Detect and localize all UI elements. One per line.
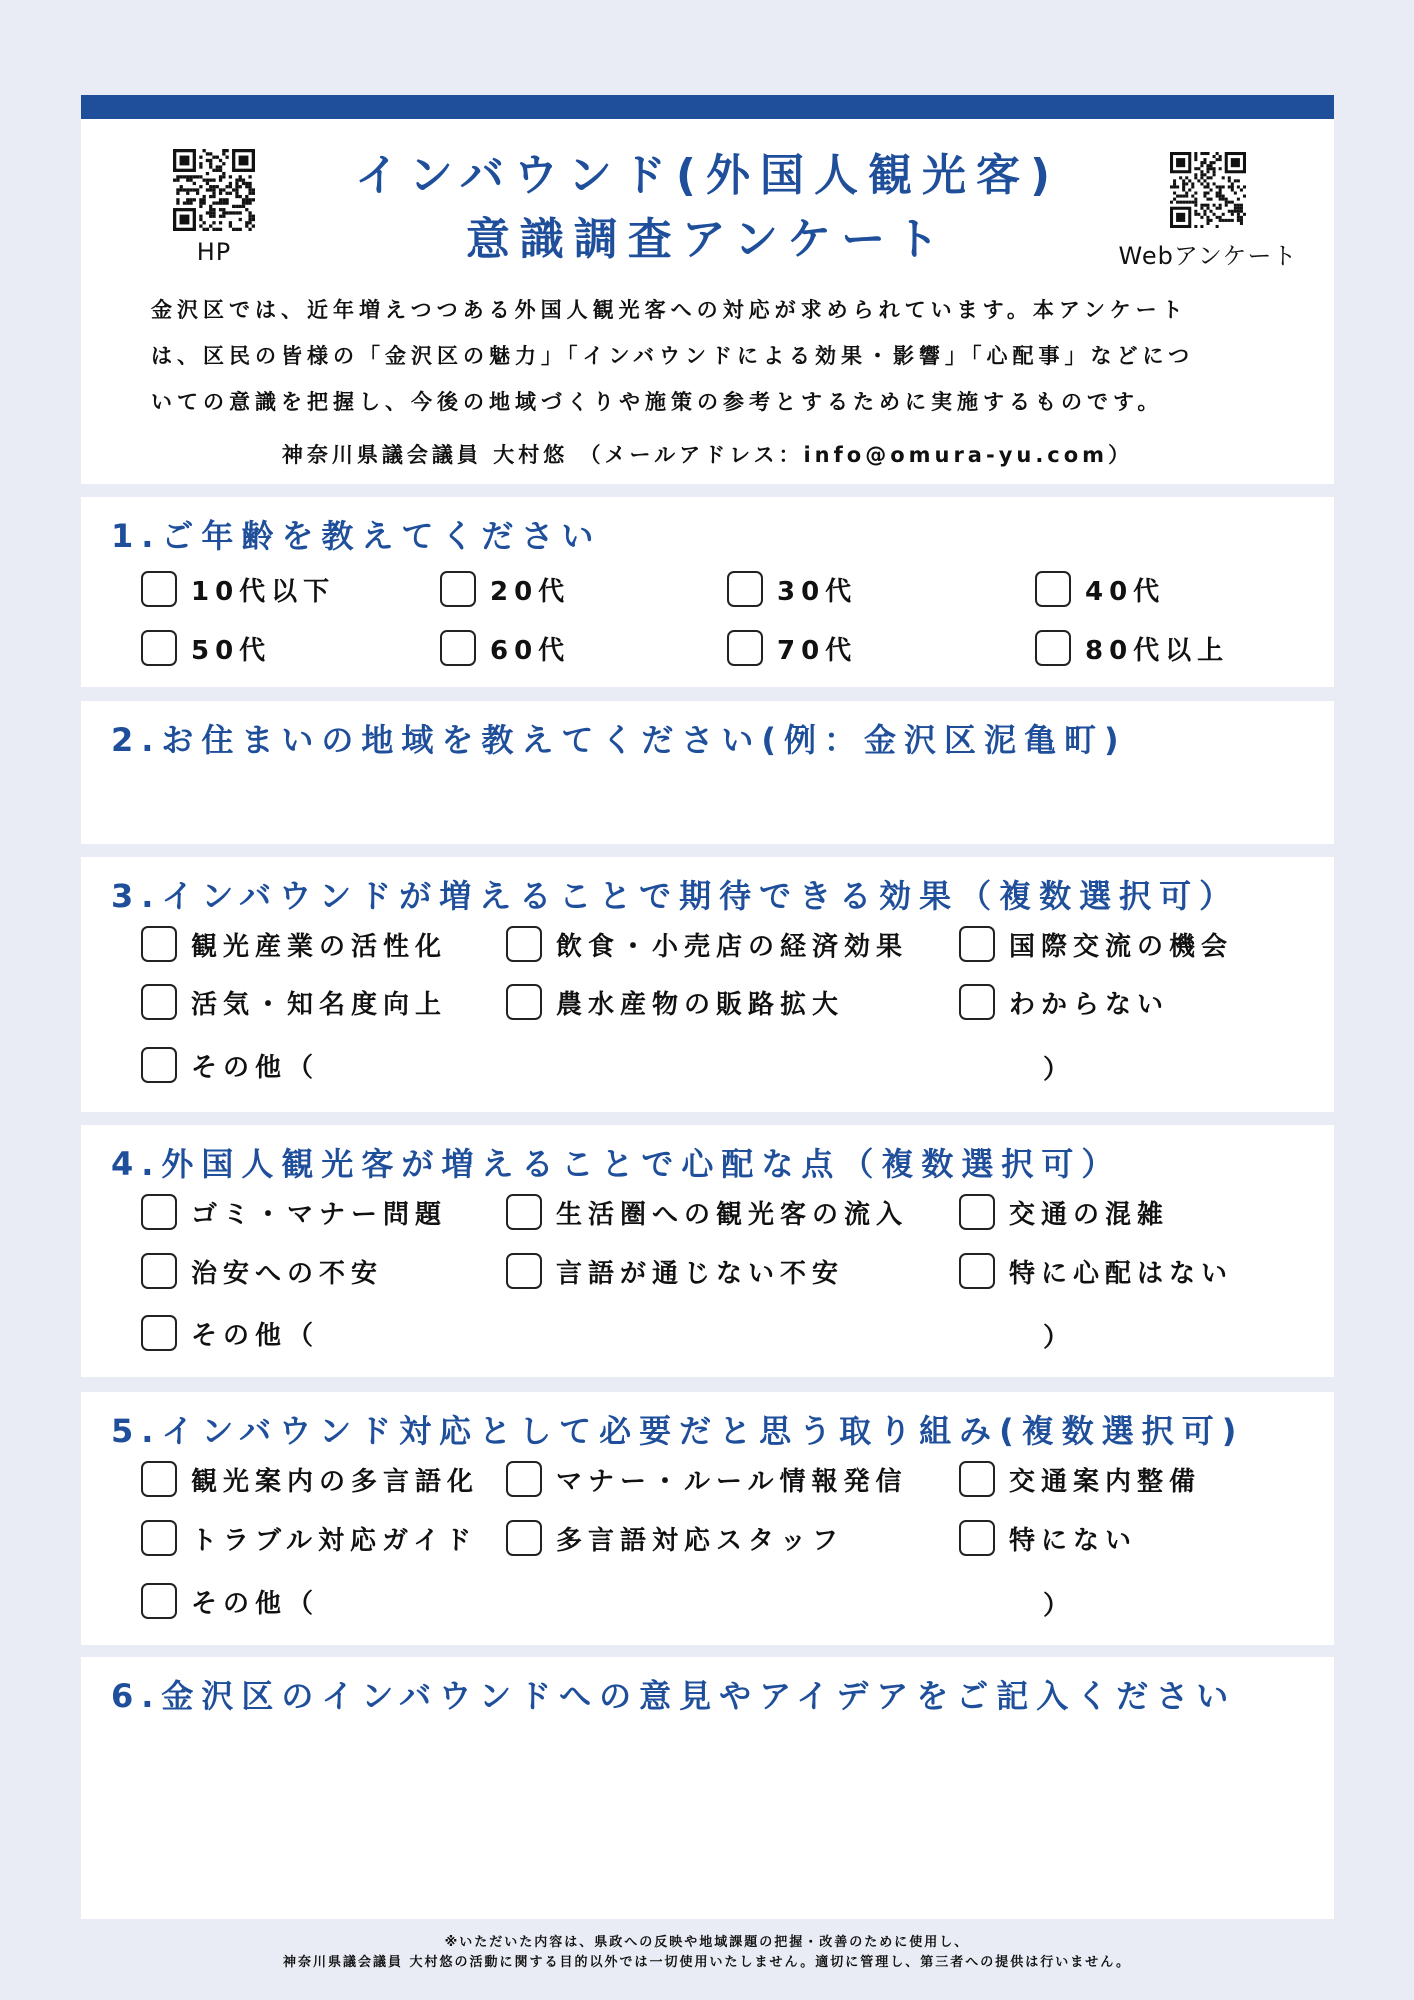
option-label: その他（ — [191, 1588, 320, 1619]
checkbox[interactable] — [1035, 571, 1071, 607]
checkbox[interactable] — [141, 1461, 177, 1497]
option-label: 言語が通じない不安 — [556, 1258, 845, 1289]
q3-option[interactable] — [506, 922, 908, 966]
option-label: ゴミ・マナー問題 — [191, 1199, 448, 1230]
q5-option[interactable] — [959, 1516, 1137, 1560]
option-label: 特に心配はない — [1009, 1258, 1234, 1289]
option-label: 観光案内の多言語化 — [191, 1466, 480, 1497]
q1-option[interactable] — [727, 567, 857, 611]
question-3-title: 3.インバウンドが増えることで期待できる効果（複数選択可） — [111, 877, 1240, 915]
checkbox[interactable] — [959, 984, 995, 1020]
checkbox[interactable] — [440, 571, 476, 607]
checkbox[interactable] — [141, 1253, 177, 1289]
privacy-note-line: 神奈川県議会議員 大村悠の活動に関する目的以外では一切使用いたしません。適切に管理し、第三者への提供は行いません。 — [282, 1955, 1132, 1970]
privacy-note — [0, 1933, 1414, 1973]
q1-option[interactable] — [440, 567, 570, 611]
option-label: 80代以上 — [1085, 635, 1230, 666]
option-label: 治安への不安 — [191, 1258, 384, 1289]
other-close-paren: ） — [1043, 1055, 1070, 1085]
intro-line: は、区民の皆様の「金沢区の魅力」「インバウンドによる効果・影響」「心配事」などにつ — [151, 344, 1195, 368]
q1-option[interactable] — [1035, 567, 1165, 611]
q5-option[interactable] — [506, 1516, 844, 1560]
checkbox[interactable] — [440, 630, 476, 666]
privacy-note-line: ※いただいた内容は、県政への反映や地域課題の把握・改善のために使用し、 — [444, 1935, 970, 1950]
question-1-panel — [81, 497, 1334, 687]
option-label: その他（ — [191, 1320, 320, 1351]
area-answer-field[interactable] — [111, 763, 1301, 833]
option-label: 60代 — [490, 635, 571, 666]
option-label: トラブル対応ガイド — [191, 1525, 478, 1556]
checkbox[interactable] — [959, 1461, 995, 1497]
checkbox[interactable] — [727, 630, 763, 666]
checkbox[interactable] — [959, 1520, 995, 1556]
contact-info: 神奈川県議会議員 大村悠 （メールアドレス：info@omura-yu.com） — [281, 443, 1134, 467]
checkbox[interactable] — [141, 926, 177, 962]
q5-option[interactable] — [141, 1516, 477, 1560]
question-2-title: 2.お住まいの地域を教えてください(例：金沢区泥亀町) — [111, 721, 1127, 759]
q4-option[interactable] — [506, 1249, 844, 1293]
option-label: 特にない — [1009, 1525, 1138, 1556]
q1-option[interactable] — [141, 626, 271, 670]
option-label: わからない — [1009, 989, 1170, 1020]
checkbox[interactable] — [959, 1253, 995, 1289]
intro-line: いての意識を把握し、今後の地域づくりや施策の参考とするために実施するものです。 — [151, 390, 1164, 414]
checkbox[interactable] — [506, 1253, 542, 1289]
checkbox[interactable] — [141, 1520, 177, 1556]
opinion-answer-field[interactable] — [111, 1727, 1301, 1907]
q1-option[interactable] — [1035, 626, 1229, 670]
q5-option[interactable] — [141, 1457, 479, 1501]
option-label: マナー・ルール情報発信 — [556, 1466, 908, 1497]
title-line-2: 意識調査アンケート — [465, 214, 950, 265]
q4-option[interactable] — [141, 1249, 383, 1293]
option-label: 観光産業の活性化 — [191, 931, 448, 962]
option-label: 10代以下 — [191, 576, 336, 607]
checkbox[interactable] — [1035, 630, 1071, 666]
option-label: 30代 — [777, 576, 858, 607]
checkbox[interactable] — [141, 630, 177, 666]
q4-option[interactable] — [959, 1190, 1169, 1234]
q3-option[interactable] — [959, 922, 1233, 966]
checkbox[interactable] — [727, 571, 763, 607]
checkbox[interactable] — [141, 984, 177, 1020]
option-label: 生活圏への観光客の流入 — [556, 1199, 909, 1230]
q1-option[interactable] — [727, 626, 857, 670]
header-accent-bar — [81, 95, 1334, 119]
q5-option[interactable] — [506, 1457, 907, 1501]
q5-option-other[interactable] — [141, 1579, 319, 1623]
q3-option-other[interactable] — [141, 1043, 319, 1087]
option-label: 40代 — [1085, 576, 1166, 607]
option-label: 多言語対応スタッフ — [556, 1525, 845, 1556]
question-1-title: 1.ご年齢を教えてください — [111, 517, 602, 555]
q5-option[interactable] — [959, 1457, 1201, 1501]
checkbox[interactable] — [141, 1315, 177, 1351]
option-label: 交通の混雑 — [1009, 1199, 1170, 1230]
q3-option[interactable] — [141, 922, 447, 966]
q3-option[interactable] — [959, 980, 1169, 1024]
checkbox[interactable] — [506, 926, 542, 962]
other-close-paren: ） — [1043, 1323, 1070, 1353]
q4-option[interactable] — [141, 1190, 447, 1234]
checkbox[interactable] — [506, 984, 542, 1020]
option-label: 活気・知名度向上 — [191, 989, 448, 1020]
checkbox[interactable] — [141, 1583, 177, 1619]
web-survey-label: Webアンケート — [1118, 242, 1298, 270]
option-label: 飲食・小売店の経済効果 — [556, 931, 909, 962]
checkbox[interactable] — [141, 1047, 177, 1083]
checkbox[interactable] — [506, 1520, 542, 1556]
option-label: 農水産物の販路拡大 — [556, 989, 845, 1020]
question-2-panel — [81, 701, 1334, 844]
checkbox[interactable] — [141, 1194, 177, 1230]
q1-option[interactable] — [440, 626, 570, 670]
option-label: 交通案内整備 — [1009, 1466, 1202, 1497]
q3-option[interactable] — [141, 980, 447, 1024]
question-4-title: 4.外国人観光客が増えることで心配な点（複数選択可） — [111, 1145, 1122, 1183]
question-6-panel — [81, 1657, 1334, 1919]
checkbox[interactable] — [959, 926, 995, 962]
checkbox[interactable] — [506, 1461, 542, 1497]
hp-label: HP — [196, 238, 232, 266]
other-close-paren: ） — [1043, 1591, 1070, 1621]
checkbox[interactable] — [141, 571, 177, 607]
option-label: 国際交流の機会 — [1009, 931, 1234, 962]
title-line-1: インバウンド(外国人観光客) — [354, 150, 1061, 201]
q4-option[interactable] — [959, 1249, 1233, 1293]
option-label: その他（ — [191, 1052, 320, 1083]
intro-line: 金沢区では、近年増えつつある外国人観光客への対応が求められています。本アンケート — [151, 298, 1188, 322]
q4-option[interactable] — [506, 1190, 908, 1234]
q3-option[interactable] — [506, 980, 844, 1024]
survey-header — [81, 119, 1334, 484]
intro-paragraph — [151, 287, 1291, 425]
q1-option[interactable] — [141, 567, 335, 611]
question-3-panel — [81, 857, 1334, 1112]
checkbox[interactable] — [959, 1194, 995, 1230]
question-5-title: 5.インバウンド対応として必要だと思う取り組み(複数選択可) — [111, 1412, 1245, 1450]
checkbox[interactable] — [506, 1194, 542, 1230]
option-label: 70代 — [777, 635, 858, 666]
question-5-panel — [81, 1392, 1334, 1645]
question-6-title: 6.金沢区のインバウンドへの意見やアイデアをご記入ください — [111, 1677, 1237, 1715]
question-4-panel — [81, 1125, 1334, 1377]
option-label: 20代 — [490, 576, 571, 607]
option-label: 50代 — [191, 635, 272, 666]
q4-option-other[interactable] — [141, 1311, 319, 1355]
